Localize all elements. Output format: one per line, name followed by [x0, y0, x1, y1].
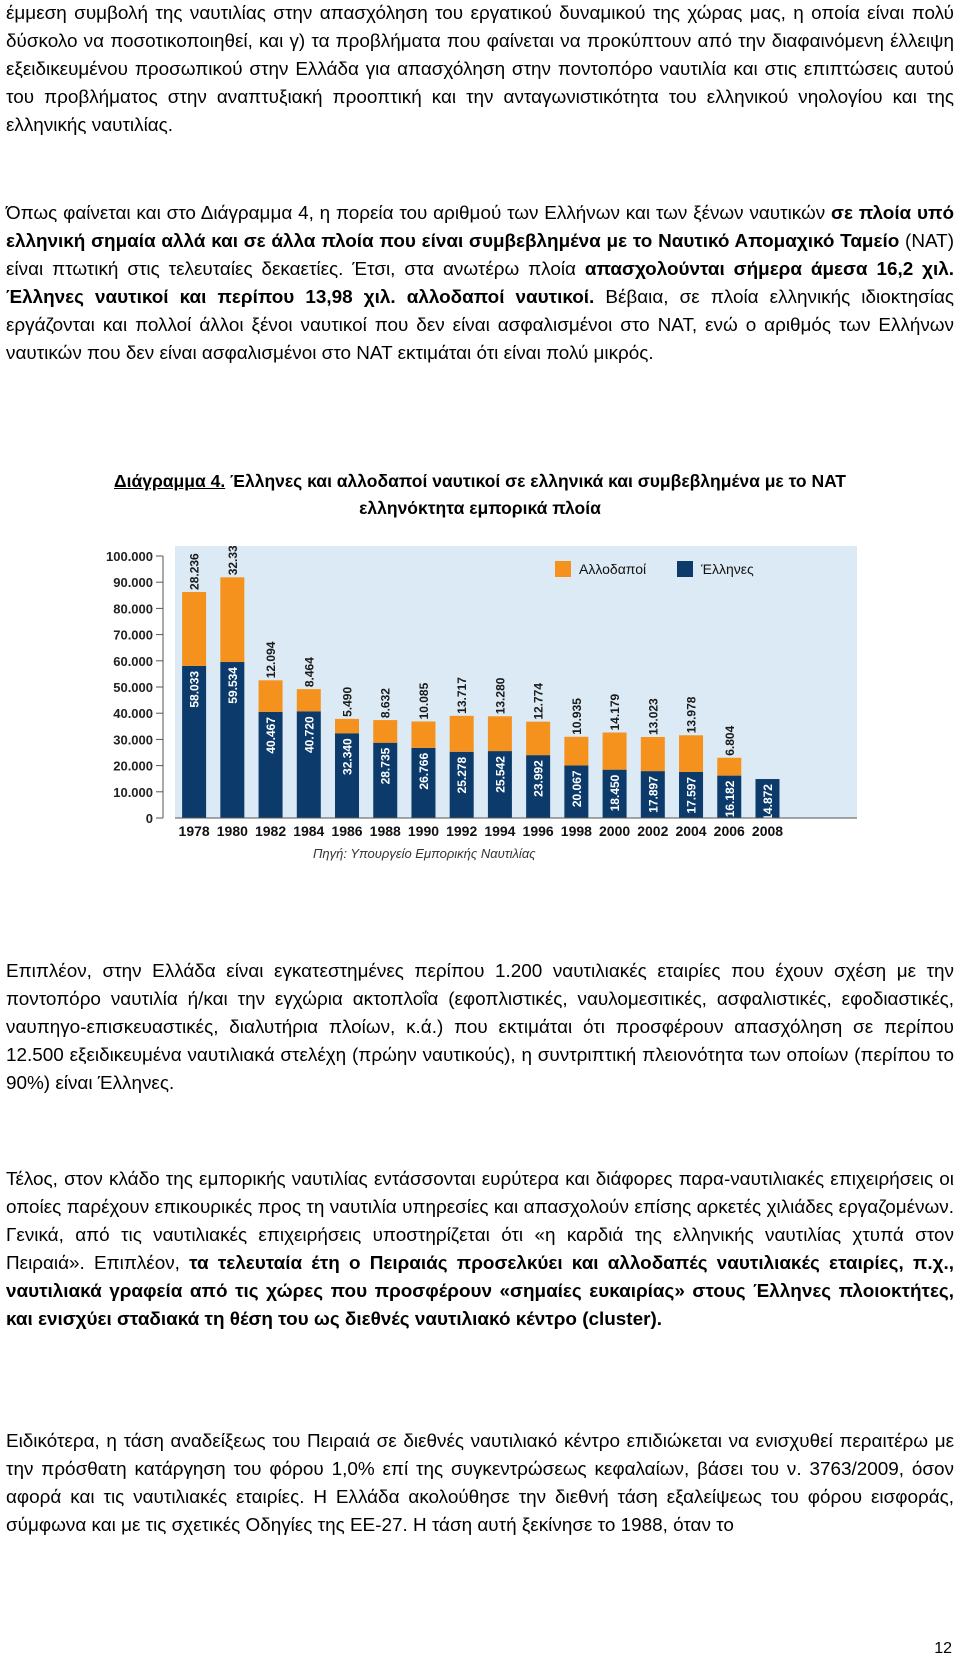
data-label-greeks: 20.067: [569, 770, 584, 808]
y-tick-label: 0: [145, 811, 153, 826]
data-label-greeks: 17.897: [646, 776, 661, 813]
data-label-foreign: 12.774: [531, 682, 546, 720]
paragraph-4-text-a: Τέλος, στον κλάδο της εμπορικής ναυτιλίας εντάσσονται ευρύτερα και διάφορες παρα-ναυτιλιακές επιχειρήσεις οι οποίες παρέχουν επικουρικές προς τη ναυτιλία υπηρεσίες και απασχολούν επίσης αρκετές χιλιάδες εργαζομένων. Γενικά, από τις ναυτιλιακές επιχειρήσεις υποστηρίζεται ότι «η καρδιά της ελληνικής ναυτιλίας χτυπά στον Πειραιά». Επιπλέον,: [6, 1169, 954, 1274]
data-label-foreign: 32.338: [225, 546, 240, 576]
data-label-greeks: 23.992: [531, 760, 546, 797]
paragraph-2: [6, 200, 954, 368]
bar-foreign: [679, 735, 703, 772]
data-label-greeks: 25.542: [493, 756, 508, 793]
data-label-foreign: 13.023: [646, 698, 661, 735]
page-number: 12: [934, 1640, 952, 1657]
paragraph-2-bold-b: σε πλοία υπό ελληνική σημαία αλλά και σε άλλα πλοία που είναι συμβεβλημένα με το Ναυτικό Απομαχικό Ταμείο: [6, 203, 954, 252]
y-tick-label: 100.000: [106, 549, 153, 564]
x-tick-label: 1994: [484, 823, 516, 839]
x-tick-label: 1992: [446, 823, 478, 839]
data-label-greeks: 40.467: [264, 716, 279, 754]
data-label-foreign: 5.490: [340, 686, 355, 717]
paragraph-2-bold-d: απασχολούνται σήμερα άμεσα 16,2 χιλ. Έλληνες ναυτικοί και περίπου 13,98 χιλ. αλλοδαποί ναυτικοί.: [6, 259, 955, 308]
x-tick-label: 1990: [407, 823, 440, 839]
paragraph-3: Επιπλέον, στην Ελλάδα είναι εγκατεστημένες περίπου 1.200 ναυτιλιακές εταιρίες που έχουν σχέση με την ποντοπόρο ναυτιλία ή/και την εγχώρια ακτοπλοΐα (εφοπλιστικές, ναυλομεσιτικές, ασφαλιστικές, εφοδιαστικές, ναυπηγο-επισκευαστικές, διαλυτήρια πλοίων, κ.ά.) που εκτιμάται ότι προσφέρουν απασχόληση σε περίπου 12.500 εξειδικευμένα ναυτιλιακά στελέχη (πρώην ναυτικούς), η συντριπτική πλειονότητα των οποίων (περίπου το 90%) είναι Έλληνες.: [6, 961, 954, 1094]
y-tick-label: 30.000: [113, 732, 153, 748]
data-label-greeks: 25.278: [455, 756, 470, 794]
bar-foreign: [641, 737, 665, 771]
chart: [85, 546, 857, 916]
legend-swatch-greeks: [677, 561, 693, 577]
data-label-greeks: 16.182: [722, 780, 737, 818]
bar-foreign: [297, 689, 321, 711]
x-tick-label: 1996: [522, 823, 554, 839]
paragraph-5: Ειδικότερα, η τάση αναδείξεως του Πειραιά σε διεθνές ναυτιλιακό κέντρο επιδιώκεται να ενισχυθεί περαιτέρω με την πρόσθατη κατάργηση του φόρου 1,0% επί της συγκεντρώσεως κεφαλαίων, βάσει του ν. 3763/2009, όσον αφορά και τις ναυτιλιακές εταιρίες. Η Ελλάδα ακολούθησε την διεθνή τάση εξαλείψεως του φόρου εισφοράς, σύμφωνα και με τις σχετικές Οδηγίες της ΕΕ-27. Η τάση αυτή ξεκίνησε το 1988, όταν το: [6, 1431, 954, 1536]
bar-foreign: [564, 737, 588, 766]
x-tick-label: 2008: [751, 823, 784, 839]
bar-foreign: [335, 719, 359, 733]
data-label-greeks: 18.450: [608, 774, 623, 812]
data-label-greeks: 26.766: [416, 752, 431, 790]
paragraph-2-text-e: Βέβαια, σε πλοία ελληνικής ιδιοκτησίας εργάζονται και πολλοί άλλοι ξένοι ναυτικοί που δεν είναι ασφαλισμένοι στο ΝΑΤ, ενώ ο αριθμός των Ελλήνων ναυτικών που δεν είναι ασφαλισμένοι στο ΝΑΤ εκτιμάται ότι είναι πολύ μικρός.: [6, 287, 954, 364]
y-tick-label: 20.000: [113, 758, 153, 774]
chart-svg: [85, 546, 857, 916]
chart-source-note: Πηγή: Υπουργείο Εμπορικής Ναυτιλίας: [313, 846, 536, 861]
paragraph-4-bold-b: τα τελευταία έτη ο Πειραιάς προσελκύει και αλλοδαπές ναυτιλιακές εταιρίες, π.χ., ναυτιλιακά γραφεία από τις χώρες που προσφέρουν «σημαίες ευκαιρίας» στους Έλληνες πλοιοκτήτες, και ενισχύει σταδιακά τη θέση του ως διεθνές ναυτιλιακό κέντρο (cluster).: [6, 1253, 954, 1330]
data-label-foreign: 8.464: [302, 657, 317, 688]
x-tick-label: 1978: [178, 823, 210, 839]
data-label-foreign: 12.094: [264, 641, 279, 679]
data-label-greeks: 28.735: [378, 747, 393, 785]
data-label-greeks: 58.033: [187, 670, 202, 708]
data-label-foreign: 13.978: [684, 696, 699, 734]
data-label-foreign: 10.935: [569, 698, 584, 735]
bar-foreign: [373, 720, 397, 743]
bar-foreign: [411, 721, 435, 747]
y-tick-label: 50.000: [113, 680, 153, 695]
data-label-greeks: 40.720: [302, 716, 317, 754]
y-tick-label: 70.000: [113, 627, 153, 643]
y-tick-label: 10.000: [113, 784, 153, 800]
data-label-foreign: 13.717: [455, 677, 470, 714]
data-label-greeks: 14.872: [760, 784, 775, 821]
paragraph-2-text-a: Όπως φαίνεται και στο Διάγραμμα 4, η πορεία του αριθμού των Ελλήνων και των ξένων ναυτικών: [6, 203, 832, 224]
data-label-foreign: 6.804: [722, 725, 737, 756]
x-tick-label: 1998: [560, 823, 592, 839]
bar-foreign: [717, 758, 741, 776]
data-label-foreign: 13.280: [493, 677, 508, 715]
x-tick-label: 1986: [331, 823, 363, 839]
paragraph-1: έμμεση συμβολή της ναυτιλίας στην απασχόληση του εργατικού δυναμικού της χώρας μας, η οποία είναι πολύ δύσκολο να ποσοτικοποιηθεί, και γ) τα προβλήματα που φαίνεται να προκύπτουν από την διαφαινόμενη έλλειψη εξειδικευμένου προσωπικού στην Ελλάδα για απασχόληση στην ποντοπόρο ναυτιλία και στις επιπτώσεις αυτού του προβλήματος στην αναπτυξιακή προοπτική και την ανταγωνιστικότητα του ελληνικού νηολογίου και της ελληνικής ναυτιλίας.: [6, 3, 954, 136]
data-label-greeks: 32.340: [340, 738, 355, 775]
legend-label-greeks: Έλληνες: [701, 561, 754, 577]
bar-foreign: [182, 592, 206, 666]
bar-foreign: [603, 733, 627, 770]
figure-caption-title-2: ελληνόκτητα εμπορικά πλοία: [359, 498, 601, 518]
y-tick-label: 40.000: [113, 706, 153, 722]
y-tick-label: 60.000: [113, 653, 153, 669]
data-label-foreign: 10.085: [416, 682, 431, 720]
figure-caption-title-1: Έλληνες και αλλοδαποί ναυτικοί σε ελληνικά και συμβεβλημένα με το ΝΑΤ: [225, 471, 846, 491]
bar-foreign: [526, 722, 550, 755]
paragraph-4: [6, 1166, 954, 1334]
paragraph-2-text-c: (ΝΑΤ) είναι πτωτική στις τελευταίες δεκαετίες. Έτσι, στα ανωτέρω πλοία: [6, 231, 954, 280]
data-label-greeks: 59.534: [225, 667, 240, 704]
x-tick-label: 2002: [637, 823, 669, 839]
x-tick-label: 2006: [713, 823, 745, 839]
x-tick-label: 1982: [254, 823, 287, 839]
y-tick-label: 80.000: [113, 601, 153, 617]
legend-swatch-foreign: [555, 561, 571, 577]
data-label-foreign: 8.632: [378, 688, 393, 719]
bar-foreign: [259, 680, 283, 712]
data-label-greeks: 17.597: [684, 776, 699, 814]
x-tick-label: 1980: [216, 823, 248, 839]
figure-caption: [0, 468, 960, 522]
x-tick-label: 2004: [675, 823, 707, 839]
x-tick-label: 2000: [599, 823, 631, 839]
bar-foreign: [450, 716, 474, 752]
x-tick-label: 1988: [369, 823, 401, 839]
figure-caption-label: Διάγραμμα 4.: [114, 471, 226, 491]
bar-foreign: [488, 716, 512, 751]
y-tick-label: 90.000: [113, 575, 153, 591]
legend-label-foreign: Αλλοδαποί: [579, 561, 647, 577]
data-label-foreign: 28.236: [187, 553, 202, 590]
x-tick-label: 1984: [293, 823, 325, 839]
data-label-foreign: 14.179: [608, 693, 623, 731]
bar-foreign: [220, 577, 244, 662]
